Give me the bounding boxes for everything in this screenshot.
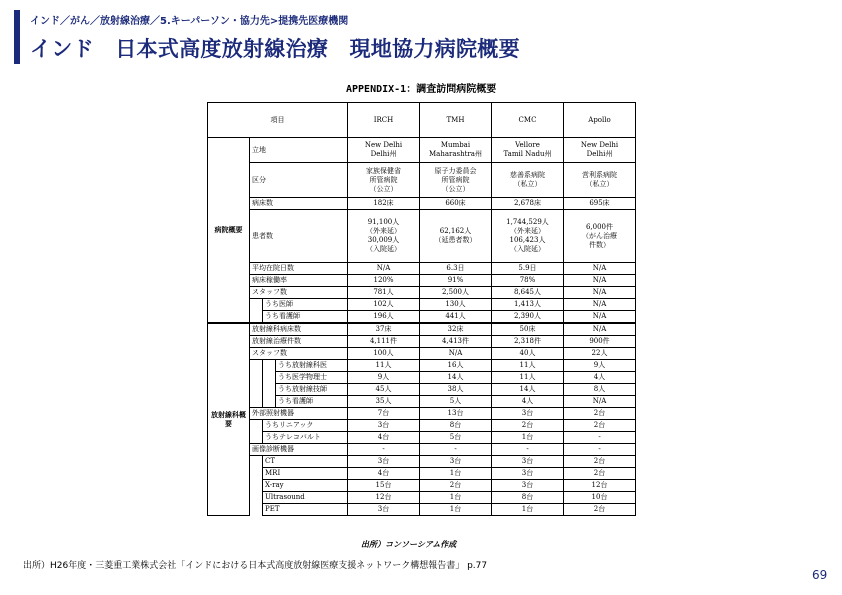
cell-value: 13台 — [420, 408, 492, 420]
cell-value: 12台 — [564, 480, 636, 492]
cell-value: N/A — [564, 323, 636, 336]
row-label: うちテレコバルト — [263, 432, 348, 444]
row-label: うち医学物理士 — [276, 372, 348, 384]
cell-value: 2台 — [564, 408, 636, 420]
table-row — [208, 299, 636, 311]
cell-value: 441人 — [420, 311, 492, 324]
row-label: うち看護師 — [263, 311, 348, 324]
cell-value: 8,645人 — [492, 287, 564, 299]
cell-value: 3台 — [492, 456, 564, 468]
hospital-overview-table — [207, 102, 636, 516]
cell-value: 15台 — [348, 480, 420, 492]
table-row — [208, 348, 636, 360]
cell-value: 4人 — [564, 372, 636, 384]
table-row — [208, 456, 636, 468]
table-row — [208, 198, 636, 210]
table-row — [208, 287, 636, 299]
cell-value: New Delhi Delhi州 — [564, 138, 636, 163]
category-radiation: 放射線科概要 — [208, 323, 250, 516]
cell-value: N/A — [564, 287, 636, 299]
cell-value: Vellore Tamil Nadu州 — [492, 138, 564, 163]
cell-value: 78% — [492, 275, 564, 287]
row-label: 患者数 — [250, 210, 348, 263]
cell-value: 2台 — [492, 420, 564, 432]
cell-value: N/A — [564, 396, 636, 408]
cell-value: 3台 — [348, 456, 420, 468]
cell-value: 38人 — [420, 384, 492, 396]
cell-value: 1,413人 — [492, 299, 564, 311]
row-label: うち看護師 — [276, 396, 348, 408]
cell-value: 1台 — [420, 468, 492, 480]
table-row — [208, 360, 636, 372]
cell-value: 3台 — [492, 480, 564, 492]
cell-value: 1台 — [492, 432, 564, 444]
cell-value: 130人 — [420, 299, 492, 311]
cell-value: 6.3日 — [420, 263, 492, 275]
cell-value: 5台 — [420, 432, 492, 444]
cell-value: N/A — [564, 311, 636, 324]
cell-value: 4,413件 — [420, 336, 492, 348]
table-row — [208, 275, 636, 287]
cell-value: 100人 — [348, 348, 420, 360]
row-label: 放射線治療件数 — [250, 336, 348, 348]
row-label: 立地 — [250, 138, 348, 163]
table-row — [208, 210, 636, 263]
indent-spacer — [250, 492, 263, 504]
cell-value: 37床 — [348, 323, 420, 336]
accent-bar — [14, 10, 20, 64]
row-label: CT — [263, 456, 348, 468]
cell-value: 2,678床 — [492, 198, 564, 210]
cell-value: 2台 — [564, 456, 636, 468]
cell-value: 2台 — [420, 480, 492, 492]
indent-spacer — [263, 372, 276, 384]
cell-value: 11人 — [492, 372, 564, 384]
row-label: 画像診断機器 — [250, 444, 348, 456]
row-label: 区分 — [250, 163, 348, 198]
cell-value: 11人 — [348, 360, 420, 372]
cell-value: N/A — [564, 275, 636, 287]
table-row — [208, 336, 636, 348]
table-row — [208, 492, 636, 504]
cell-value: 原子力委員会 所管病院 （公立） — [420, 163, 492, 198]
cell-value: 6,000件 （がん治療 件数） — [564, 210, 636, 263]
cell-value: N/A — [348, 263, 420, 275]
row-label: Ultrasound — [263, 492, 348, 504]
indent-spacer — [263, 360, 276, 372]
cell-value: 4人 — [492, 396, 564, 408]
row-label: 病床数 — [250, 198, 348, 210]
row-label: 病床稼働率 — [250, 275, 348, 287]
indent-spacer — [250, 396, 263, 408]
row-label: うち医師 — [263, 299, 348, 311]
indent-spacer — [250, 480, 263, 492]
indent-spacer — [250, 420, 263, 432]
header-item: 項目 — [208, 103, 348, 138]
cell-value: 9人 — [348, 372, 420, 384]
cell-value: 4台 — [348, 468, 420, 480]
cell-value: Mumbai Maharashtra州 — [420, 138, 492, 163]
cell-value: - — [420, 444, 492, 456]
table-row — [208, 384, 636, 396]
cell-value: 660床 — [420, 198, 492, 210]
cell-value: - — [348, 444, 420, 456]
cell-value: 120% — [348, 275, 420, 287]
appendix-title: APPENDIX-1：調査訪問病院概要 — [346, 84, 497, 95]
cell-value: 91,100人 （外来延） 30,009人 （入院延） — [348, 210, 420, 263]
cell-value: 8台 — [492, 492, 564, 504]
cell-value: 3台 — [420, 456, 492, 468]
cell-value: 1台 — [420, 492, 492, 504]
cell-value: 35人 — [348, 396, 420, 408]
header-2: TMH — [420, 103, 492, 138]
cell-value: 10台 — [564, 492, 636, 504]
table-row — [208, 408, 636, 420]
cell-value: 1,744,529人 （外来延） 106,423人 （入院延） — [492, 210, 564, 263]
cell-value: 2,318件 — [492, 336, 564, 348]
row-label: うちリニアック — [263, 420, 348, 432]
indent-spacer — [250, 311, 263, 324]
cell-value: 11人 — [492, 360, 564, 372]
cell-value: 50床 — [492, 323, 564, 336]
cell-value: 2,500人 — [420, 287, 492, 299]
cell-value: 91% — [420, 275, 492, 287]
breadcrumb: インド／がん／放射線治療／5.キーパーソン・協力先>提携先医療機関 — [30, 16, 349, 27]
cell-value: 8人 — [564, 384, 636, 396]
cell-value: 62,162人 （延患者数） — [420, 210, 492, 263]
cell-value: 8台 — [420, 420, 492, 432]
table-row — [208, 372, 636, 384]
cell-value: 3台 — [492, 468, 564, 480]
cell-value: 22人 — [564, 348, 636, 360]
cell-value: 3台 — [348, 504, 420, 516]
indent-spacer — [250, 432, 263, 444]
table-source-caption: 出所）コンソーシアム作成 — [361, 540, 457, 549]
cell-value: 営利系病院 （私立） — [564, 163, 636, 198]
cell-value: 45人 — [348, 384, 420, 396]
cell-value: N/A — [564, 263, 636, 275]
cell-value: 4,111件 — [348, 336, 420, 348]
cell-value: 14人 — [420, 372, 492, 384]
cell-value: 7台 — [348, 408, 420, 420]
cell-value: 家族保健省 所管病院 （公立） — [348, 163, 420, 198]
table-row — [208, 444, 636, 456]
cell-value: 2台 — [564, 468, 636, 480]
table-row — [208, 163, 636, 198]
cell-value: 12台 — [348, 492, 420, 504]
cell-value: 196人 — [348, 311, 420, 324]
cell-value: 695床 — [564, 198, 636, 210]
indent-spacer — [250, 468, 263, 480]
row-label: MRI — [263, 468, 348, 480]
row-label: 外部照射機器 — [250, 408, 348, 420]
indent-spacer — [263, 396, 276, 408]
cell-value: 4台 — [348, 432, 420, 444]
header-3: CMC — [492, 103, 564, 138]
table-row — [208, 138, 636, 163]
cell-value: 182床 — [348, 198, 420, 210]
table-row — [208, 480, 636, 492]
row-label: うち放射線技師 — [276, 384, 348, 396]
cell-value: 900件 — [564, 336, 636, 348]
cell-value: 1台 — [492, 504, 564, 516]
cell-value: 1台 — [420, 504, 492, 516]
cell-value: 14人 — [492, 384, 564, 396]
table-row — [208, 263, 636, 275]
table-row — [208, 323, 636, 336]
indent-spacer — [250, 456, 263, 468]
indent-spacer — [250, 504, 263, 516]
cell-value: 16人 — [420, 360, 492, 372]
cell-value: 32床 — [420, 323, 492, 336]
table-row — [208, 420, 636, 432]
cell-value: 102人 — [348, 299, 420, 311]
row-label: 放射線科病床数 — [250, 323, 348, 336]
page-number: 69 — [812, 568, 828, 582]
table-row — [208, 468, 636, 480]
table-row — [208, 432, 636, 444]
cell-value: New Delhi Delhi州 — [348, 138, 420, 163]
cell-value: 2,390人 — [492, 311, 564, 324]
table-header-row — [208, 103, 636, 138]
cell-value: 2台 — [564, 504, 636, 516]
indent-spacer — [250, 372, 263, 384]
cell-value: 3台 — [492, 408, 564, 420]
table-row — [208, 311, 636, 324]
cell-value: - — [564, 432, 636, 444]
cell-value: 5人 — [420, 396, 492, 408]
indent-spacer — [250, 384, 263, 396]
cell-value: 慈善系病院 （私立） — [492, 163, 564, 198]
indent-spacer — [250, 360, 263, 372]
header-1: IRCH — [348, 103, 420, 138]
row-label: 平均在院日数 — [250, 263, 348, 275]
row-label: スタッフ数 — [250, 348, 348, 360]
header-4: Apollo — [564, 103, 636, 138]
cell-value: - — [492, 444, 564, 456]
indent-spacer — [263, 384, 276, 396]
cell-value: N/A — [420, 348, 492, 360]
cell-value: N/A — [564, 299, 636, 311]
indent-spacer — [250, 299, 263, 311]
cell-value: - — [564, 444, 636, 456]
cell-value: 781人 — [348, 287, 420, 299]
page-title: インド 日本式高度放射線治療 現地協力病院概要 — [30, 37, 520, 61]
cell-value: 5.9日 — [492, 263, 564, 275]
cell-value: 3台 — [348, 420, 420, 432]
cell-value: 40人 — [492, 348, 564, 360]
category-hospital: 病院概要 — [208, 138, 250, 324]
source-citation: 出所）H26年度・三菱重工業株式会社「インドにおける日本式高度放射線医療支援ネットワーク構想報告書」 p.77 — [23, 561, 488, 571]
cell-value: 2台 — [564, 420, 636, 432]
table-row — [208, 504, 636, 516]
row-label: うち放射線科医 — [276, 360, 348, 372]
cell-value: 9人 — [564, 360, 636, 372]
table-row — [208, 396, 636, 408]
row-label: PET — [263, 504, 348, 516]
row-label: X-ray — [263, 480, 348, 492]
row-label: スタッフ数 — [250, 287, 348, 299]
